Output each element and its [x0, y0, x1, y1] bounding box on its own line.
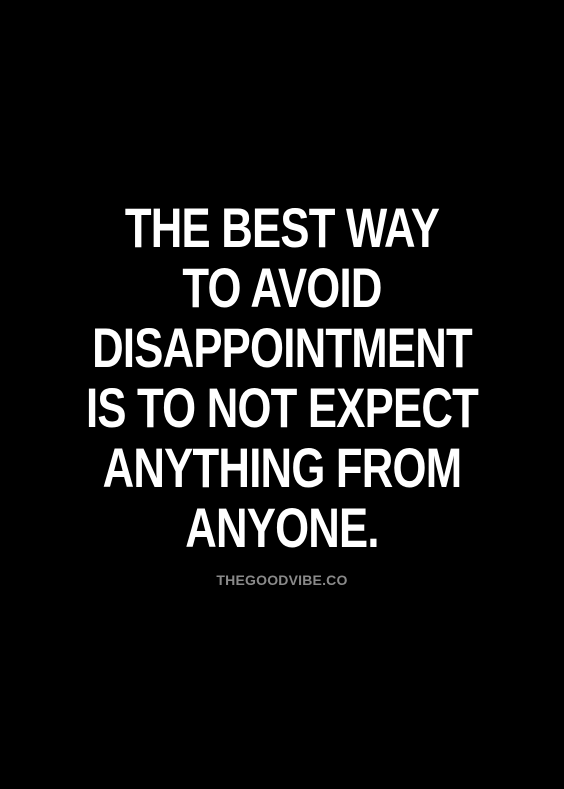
quote-line-3: DISAPPOINTMENT [92, 316, 472, 379]
quote-line-4: IS TO NOT EXPECT [85, 376, 479, 439]
quote-line-5: ANYTHING FROM [102, 436, 462, 499]
quote-line-2: TO AVOID [182, 256, 382, 319]
quote-line-1: THE BEST WAY [124, 196, 440, 259]
quote-text [0, 198, 564, 558]
watermark: THEGOODVIBE.CO [216, 572, 348, 588]
quote-line-6: ANYONE. [185, 496, 379, 559]
